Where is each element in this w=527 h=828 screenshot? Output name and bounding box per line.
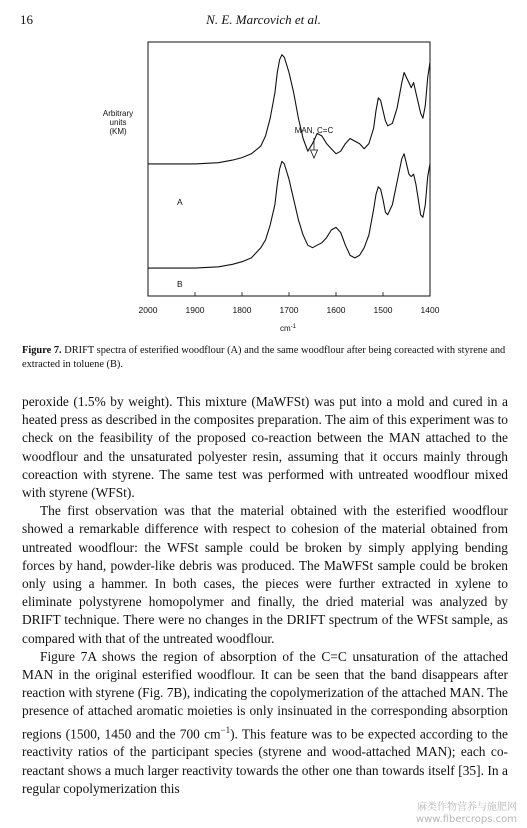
annotation-arrow — [311, 138, 318, 158]
x-axis-ticks — [139, 292, 440, 315]
paragraph-3 — [22, 648, 508, 798]
y-axis-label-line-1: Arbitrary — [102, 109, 134, 118]
x-tick-label: 1500 — [373, 305, 393, 315]
x-axis-unit-label — [280, 324, 297, 333]
caption-text: DRIFT spectra of esterified woodflour (A) and the same woodflour after being coreacted with styrene and extracted in toluene (B). — [22, 345, 506, 370]
x-tick-label: 1900 — [185, 305, 205, 315]
watermark-line-1: 麻类作物营养与施肥网 — [417, 802, 517, 813]
caption-label: Figure 7. — [22, 345, 62, 356]
x-axis-unit: cm — [279, 324, 291, 333]
x-tick-label: 1400 — [420, 305, 440, 315]
paragraph-3-part-a: Figure 7A shows the region of absorption of the C=C unsaturation of the attached MAN in the original esterified woodflour. It can be seen that the band disappears after reaction with styrene (Fig. 7B), indicating the copolymerization of the attached MAN. The presence of attached aromatic moieties is only insinuated in the corresponding absorption regions (1500, 1450 and the 700 cm — [22, 648, 508, 742]
spectrum-label-b: B — [177, 279, 183, 289]
spectrum-line-a — [148, 55, 430, 164]
y-axis-label-line-2: units — [109, 118, 127, 127]
paragraph-1: peroxide (1.5% by weight). This mixture (MaWFSt) was put into a mold and cured in a heated press as described in the composites preparation. The aim of this experiment was to check on the feasibility of the proposed co-reaction between the MAN attached to the woodflour and the unsaturated polyester resin, assuming that it occurs mainly through coreaction with styrene. The same test was performed with untreated woodflour mixed with styrene (WFSt). — [22, 394, 508, 501]
man-cc-annotation: MAN, C=C — [294, 126, 334, 135]
x-axis-unit-exponent: -1 — [290, 324, 297, 330]
x-tick-label: 1800 — [232, 305, 252, 315]
plot-frame — [148, 42, 430, 296]
spectrum-label-a: A — [177, 197, 183, 207]
y-axis-label-line-3: (KM) — [109, 127, 127, 136]
paragraph-3-superscript: −1 — [220, 724, 231, 735]
watermark — [416, 802, 517, 826]
page-number: 16 — [20, 12, 33, 27]
paragraph-3-part-b: ). This feature was to be expected according to the reactivity ratios of the participant species (styrene and wood-attached MAN); each co-reactant shows a much larger reactivity towards the other one than towards itself [35]. In a regular copolymerization this — [22, 726, 508, 796]
paragraph-2: The first observation was that the material obtained with the esterified woodflour showed a remarkable difference with respect to cohesion of the material obtained from untreated woodflour: the WFSt sample could be broken by simply applying bending forces by hand, powder-like debris was produced. The MaWFSt sample could be broken only using a hammer. In both cases, the pieces were further extracted in xylene to eliminate polystyrene homopolymer and finally, the dried material was analyzed by DRIFT technique. There were no changes in the DRIFT spectrum of the WFSt sample, as compared with that of the untreated woodflour. — [22, 503, 508, 646]
body-text — [22, 393, 508, 798]
spectrum-series — [148, 55, 430, 268]
watermark-line-2: www.fibercrops.com — [415, 814, 517, 825]
x-tick-label: 1700 — [279, 305, 299, 315]
spectrum-line-b — [148, 154, 430, 268]
x-tick-label: 2000 — [138, 305, 158, 315]
x-tick-label: 1600 — [326, 305, 346, 315]
figure-caption — [22, 344, 508, 372]
drift-spectra-figure — [0, 0, 527, 340]
running-title: N. E. Marcovich et al. — [206, 12, 321, 27]
